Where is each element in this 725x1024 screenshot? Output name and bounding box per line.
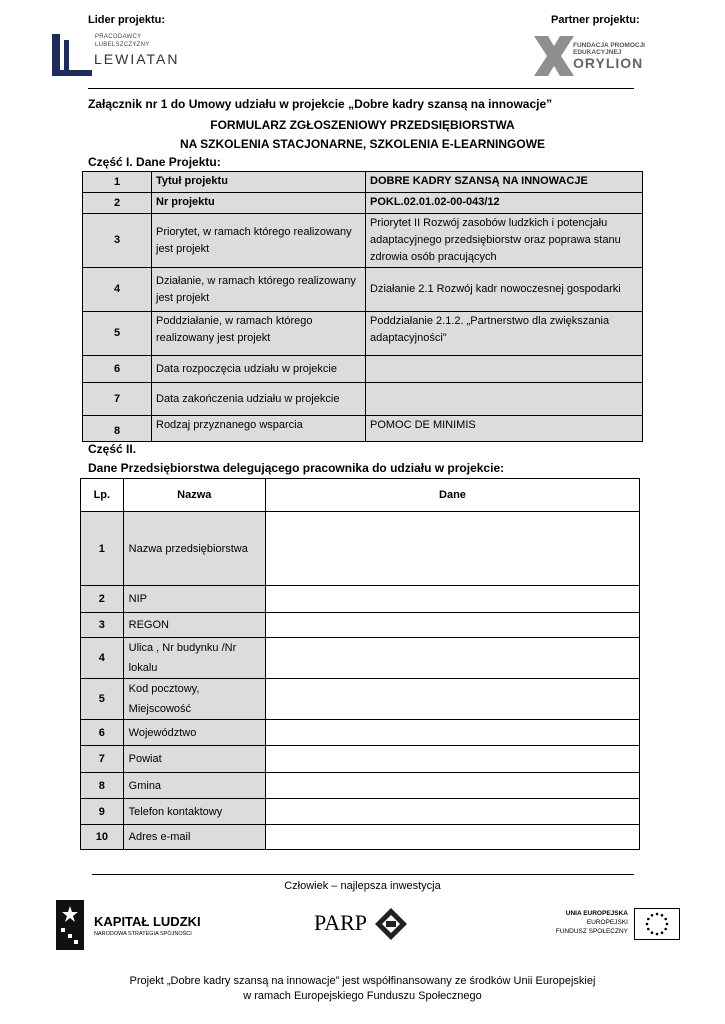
table-header-row bbox=[81, 479, 640, 512]
row-number: 9 bbox=[81, 799, 124, 825]
table-row bbox=[81, 773, 640, 799]
postal-city-field[interactable] bbox=[265, 679, 639, 720]
row-label: Tytuł projektu bbox=[152, 172, 366, 193]
row-number: 6 bbox=[83, 356, 152, 383]
table-row bbox=[83, 268, 643, 312]
form-title: FORMULARZ ZGŁOSZENIOWY PRZEDSIĘBIORSTWA bbox=[210, 118, 515, 132]
table-row bbox=[83, 356, 643, 383]
kapital-ludzki-sub: NARODOWA STRATEGIA SPÓJNOŚCI bbox=[94, 931, 192, 937]
row-value: DOBRE KADRY SZANSĄ NA INNOWACJE bbox=[366, 172, 643, 193]
column-header-name: Nazwa bbox=[123, 479, 265, 512]
parp-name: PARP bbox=[314, 910, 368, 935]
email-field[interactable] bbox=[265, 825, 639, 850]
row-value bbox=[366, 383, 643, 416]
eu-line1: UNIA EUROPEJSKA bbox=[565, 910, 628, 917]
orylion-logo bbox=[530, 32, 662, 82]
project-data-table bbox=[82, 171, 643, 442]
row-number: 6 bbox=[81, 720, 124, 746]
row-label: Nr projektu bbox=[152, 193, 366, 214]
row-value: POKL.02.01.02-00-043/12 bbox=[366, 193, 643, 214]
form-subtitle: NA SZKOLENIA STACJONARNE, SZKOLENIA E-LEARNINGOWE bbox=[179, 137, 546, 151]
eu-flag-icon bbox=[634, 908, 680, 940]
row-number: 2 bbox=[81, 586, 124, 613]
row-label: Gmina bbox=[123, 773, 265, 799]
table-row bbox=[81, 720, 640, 746]
row-number: 2 bbox=[83, 193, 152, 214]
row-label: Rodzaj przyznanego wsparcia bbox=[152, 416, 366, 442]
footer-line1: Projekt „Dobre kadry szansą na innowacje” jest współfinansowany ze środków Unii Europejskiej bbox=[129, 975, 596, 987]
commune-field[interactable] bbox=[265, 773, 639, 799]
row-number: 1 bbox=[81, 512, 124, 586]
footer-motto: Człowiek – najlepsza inwestycja bbox=[284, 880, 441, 892]
eu-line2: EUROPEJSKI bbox=[586, 919, 628, 926]
table-row bbox=[83, 193, 643, 214]
orylion-name: ORYLION bbox=[573, 55, 644, 71]
company-data-table bbox=[80, 478, 640, 850]
row-number: 4 bbox=[83, 268, 152, 312]
part1-heading: Część I. Dane Projektu: bbox=[88, 155, 221, 169]
part2-heading: Część II. bbox=[88, 442, 137, 456]
lewiatan-logo bbox=[50, 34, 200, 80]
row-value: Priorytet II Rozwój zasobów ludzkich i potencjału adaptacyjnego przedsiębiorstw oraz poprawa stanu zdrowia osób pracujących bbox=[366, 214, 643, 268]
row-label: Ulica , Nr budynku /Nr lokalu bbox=[123, 638, 265, 679]
orylion-line1: FUNDACJA PROMOCJI bbox=[573, 42, 645, 49]
row-label: Poddziałanie, w ramach którego realizowany jest projekt bbox=[152, 312, 366, 356]
regon-field[interactable] bbox=[265, 613, 639, 638]
row-value bbox=[366, 356, 643, 383]
part2-subheading: Dane Przedsiębiorstwa delegującego pracownika do udziału w projekcie: bbox=[88, 461, 505, 475]
table-row bbox=[83, 312, 643, 356]
county-field[interactable] bbox=[265, 746, 639, 773]
row-number: 1 bbox=[83, 172, 152, 193]
voivodeship-field[interactable] bbox=[265, 720, 639, 746]
table-row bbox=[83, 214, 643, 268]
orylion-mark-icon bbox=[530, 32, 578, 80]
kapital-ludzki-name: KAPITAŁ LUDZKI bbox=[94, 914, 201, 929]
row-value: POMOC DE MINIMIS bbox=[366, 416, 643, 442]
lewiatan-line2: LUBELSZCZYZNY bbox=[95, 42, 150, 48]
row-number: 8 bbox=[83, 416, 152, 442]
kapital-ludzki-logo bbox=[56, 900, 216, 952]
table-row bbox=[81, 679, 640, 720]
row-value: Działanie 2.1 Rozwój kadr nowoczesnej gospodarki bbox=[366, 268, 643, 312]
row-number: 5 bbox=[83, 312, 152, 356]
leader-label: Lider projektu: bbox=[88, 14, 166, 26]
row-label: Powiat bbox=[123, 746, 265, 773]
row-number: 5 bbox=[81, 679, 124, 720]
row-label: Działanie, w ramach którego realizowany jest projekt bbox=[152, 268, 366, 312]
lewiatan-name: LEWIATAN bbox=[94, 51, 180, 67]
row-label: REGON bbox=[123, 613, 265, 638]
table-row bbox=[83, 416, 643, 442]
lewiatan-mark-icon bbox=[50, 34, 94, 78]
footer-divider bbox=[92, 874, 634, 875]
row-label: Priorytet, w ramach którego realizowany jest projekt bbox=[152, 214, 366, 268]
partner-label: Partner projektu: bbox=[551, 14, 640, 26]
table-row bbox=[81, 746, 640, 773]
row-number: 8 bbox=[81, 773, 124, 799]
header-divider bbox=[88, 88, 634, 89]
row-number: 7 bbox=[83, 383, 152, 416]
column-header-data: Dane bbox=[265, 479, 639, 512]
table-row bbox=[81, 825, 640, 850]
row-label: Data zakończenia udziału w projekcie bbox=[152, 383, 366, 416]
phone-field[interactable] bbox=[265, 799, 639, 825]
row-number: 4 bbox=[81, 638, 124, 679]
parp-logo bbox=[314, 908, 414, 940]
nip-field[interactable] bbox=[265, 586, 639, 613]
company-name-field[interactable] bbox=[265, 512, 639, 586]
row-number: 3 bbox=[81, 613, 124, 638]
row-label: Adres e-mail bbox=[123, 825, 265, 850]
column-header-lp: Lp. bbox=[81, 479, 124, 512]
eu-logo bbox=[555, 908, 680, 944]
parp-mark-icon bbox=[375, 908, 407, 940]
street-field[interactable] bbox=[265, 638, 639, 679]
table-row bbox=[81, 586, 640, 613]
table-row bbox=[81, 638, 640, 679]
table-row bbox=[83, 383, 643, 416]
table-row bbox=[83, 172, 643, 193]
footer-line2: w ramach Europejskiego Funduszu Społecznego bbox=[243, 990, 482, 1002]
row-number: 10 bbox=[81, 825, 124, 850]
row-label: Nazwa przedsiębiorstwa bbox=[123, 512, 265, 586]
row-label: Data rozpoczęcia udziału w projekcie bbox=[152, 356, 366, 383]
eu-line3: FUNDUSZ SPOŁECZNY bbox=[555, 928, 628, 935]
table-row bbox=[81, 613, 640, 638]
annex-title: Załącznik nr 1 do Umowy udziału w projekcie „Dobre kadry szansą na innowacje” bbox=[88, 97, 553, 111]
row-number: 3 bbox=[83, 214, 152, 268]
row-label: Kod pocztowy, Miejscowość bbox=[123, 679, 265, 720]
table-row bbox=[81, 799, 640, 825]
table-row bbox=[81, 512, 640, 586]
row-label: Województwo bbox=[123, 720, 265, 746]
row-value: Poddziałanie 2.1.2. „Partnerstwo dla zwiększania adaptacyjności" bbox=[366, 312, 643, 356]
lewiatan-line1: PRACODAWCY bbox=[95, 34, 142, 40]
row-number: 7 bbox=[81, 746, 124, 773]
orylion-line2: EDUKACYJNEJ bbox=[573, 49, 622, 56]
row-label: Telefon kontaktowy bbox=[123, 799, 265, 825]
row-label: NIP bbox=[123, 586, 265, 613]
kapital-ludzki-mark-icon bbox=[56, 900, 84, 950]
